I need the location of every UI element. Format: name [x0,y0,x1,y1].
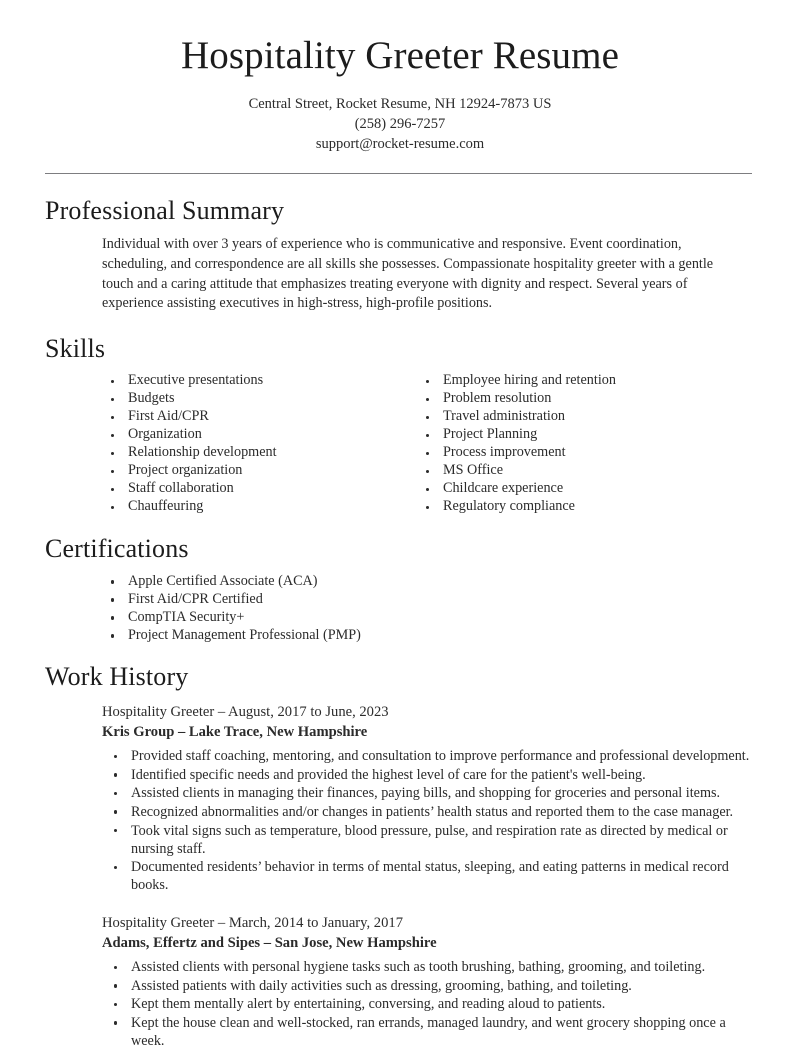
list-item: Problem resolution [417,390,730,408]
list-item: Regulatory compliance [417,498,730,516]
list-item: Documented residents’ behavior in terms of mental status, sleeping, and eating patterns in medical record books. [105,858,750,894]
section-heading-summary: Professional Summary [45,195,285,225]
certifications-list-wrapper [102,573,752,645]
contact-email: support@rocket-resume.com [315,135,485,152]
list-item: Recognized abnormalities and/or changes in patients’ health status and reported them to the case manager. [105,803,750,821]
list-item: Provided staff coaching, mentoring, and consultation to improve performance and professional development. [105,747,750,765]
list-item: Apple Certified Associate (ACA) [102,573,752,591]
contact-phone: (258) 296-7257 [354,115,446,132]
job-entry [102,702,752,894]
skills-list-left [102,372,415,515]
list-item: MS Office [417,462,730,480]
list-item: First Aid/CPR Certified [102,591,752,609]
job-title: Hospitality Greeter – March, 2014 to January, 2017 [102,915,403,932]
certifications-list [102,573,752,645]
list-item: CompTIA Security+ [102,609,752,627]
job-bullets-wrapper [105,747,750,894]
skills-column-left [102,372,415,516]
job-title: Hospitality Greeter – August, 2017 to June, 2023 [102,704,389,721]
list-item: Travel administration [417,408,730,426]
page-title: Hospitality Greeter Resume [181,34,619,77]
list-item: Project Planning [417,426,730,444]
job-bullets [105,958,750,1050]
list-item: Childcare experience [417,480,730,498]
skills-columns [102,372,752,516]
skills-column-right [417,372,730,516]
skills-list-right [417,372,730,515]
contact-address: Central Street, Rocket Resume, NH 12924-7873 US [248,95,552,112]
list-item: Chauffeuring [102,498,415,516]
job-bullets [105,747,750,894]
list-item: First Aid/CPR [102,408,415,426]
list-item: Executive presentations [102,372,415,390]
list-item: Relationship development [102,444,415,462]
list-item: Process improvement [417,444,730,462]
summary-text: Individual with over 3 years of experience who is communicative and responsive. Event coordination, scheduling, and correspondence are all skills she possesses. Compassionate hospitality greeter with a gentle touch and a caring attitude that emphasizes treating everyone with dignity and respect. Several years of experience assisting executives in high-stress, high-profile positions. [102,236,714,312]
section-professional-summary [0,196,800,314]
section-heading-work-history: Work History [45,662,189,692]
header-divider [45,173,752,174]
list-item: Kept the house clean and well-stocked, ran errands, managed laundry, and went grocery shopping once a week. [105,1014,750,1050]
job-entry [102,913,752,1050]
list-item: Project organization [102,462,415,480]
job-bullets-wrapper [105,958,750,1050]
section-skills [0,334,800,517]
list-item: Assisted clients with personal hygiene tasks such as tooth brushing, bathing, grooming, and toileting. [105,958,750,976]
list-item: Assisted clients in managing their finances, paying bills, and shopping for groceries and personal items. [105,784,750,802]
section-certifications [0,534,800,644]
list-item: Budgets [102,390,415,408]
resume-header [0,0,800,154]
job-company: Kris Group – Lake Trace, New Hampshire [102,724,368,741]
list-item: Kept them mentally alert by entertaining, conversing, and reading aloud to patients. [105,995,750,1013]
list-item: Organization [102,426,415,444]
list-item: Staff collaboration [102,480,415,498]
list-item: Took vital signs such as temperature, blood pressure, pulse, and respiration rate as directed by medical or nursing staff. [105,822,750,858]
list-item: Project Management Professional (PMP) [102,627,752,645]
list-item: Assisted patients with daily activities such as dressing, grooming, bathing, and toileting. [105,977,750,995]
job-company: Adams, Effertz and Sipes – San Jose, New Hampshire [102,935,437,952]
section-heading-skills: Skills [45,333,106,363]
list-item: Identified specific needs and provided the highest level of care for the patient's well-being. [105,766,750,784]
section-work-history [0,662,800,1049]
section-heading-certifications: Certifications [45,534,189,564]
job-list [45,702,752,1050]
list-item: Employee hiring and retention [417,372,730,390]
